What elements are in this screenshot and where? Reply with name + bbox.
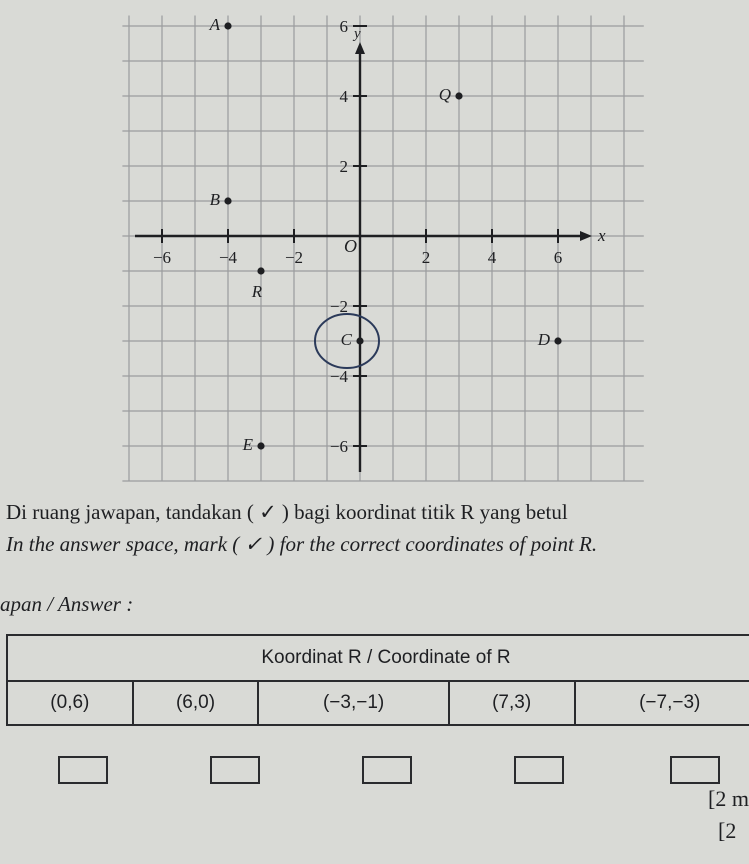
y-tick-label: 6 [339, 17, 348, 36]
checkbox-option-2[interactable] [210, 756, 260, 784]
marks-label: [2 [718, 818, 737, 843]
table-header: Koordinat R / Coordinate of R [7, 635, 749, 681]
checkbox-option-3[interactable] [362, 756, 412, 784]
x-tick-label: −2 [284, 248, 304, 267]
y-tick-label: 4 [339, 87, 348, 106]
option-cell: (−3,−1) [258, 681, 448, 725]
option-cell: (−7,−3) [575, 681, 749, 725]
y-tick-label: 2 [339, 157, 348, 176]
point-label: Q [438, 85, 451, 104]
table-row [7, 681, 749, 725]
x-tick-label: −4 [218, 248, 238, 267]
y-tick-label: −2 [329, 297, 348, 316]
x-axis-label: x [598, 226, 606, 245]
origin-label: O [344, 236, 357, 256]
checkbox-option-1[interactable] [58, 756, 108, 784]
point-e [257, 442, 264, 449]
option-cell: (7,3) [449, 681, 575, 725]
point-label: R [251, 282, 263, 301]
checkbox-option-5[interactable] [670, 756, 720, 784]
point-d [554, 337, 561, 344]
option-cell: (6,0) [133, 681, 259, 725]
y-axis-label: y [354, 26, 361, 42]
point-b [224, 197, 231, 204]
point-label: B [209, 190, 220, 209]
answer-label: apan / Answer : [0, 592, 134, 616]
y-axis-arrow [355, 42, 365, 54]
question-english: In the answer space, mark ( ✓ ) for the correct coordinates of point R. [6, 532, 598, 556]
grid-lines [122, 16, 643, 482]
axes [135, 42, 592, 472]
answer-table [6, 634, 749, 726]
x-tick-label: −6 [152, 248, 172, 267]
point-r [257, 267, 264, 274]
x-tick-label: 6 [553, 248, 563, 267]
option-cell: (0,6) [7, 681, 133, 725]
x-axis-arrow [580, 231, 592, 241]
point-c [356, 337, 363, 344]
point-q [455, 92, 462, 99]
y-tick-label: −6 [329, 437, 348, 456]
marks-label: [2 m [708, 786, 749, 811]
y-tick-label: −4 [329, 367, 348, 386]
point-label: C [340, 330, 352, 349]
point-label: D [537, 330, 550, 349]
x-tick-label: 4 [487, 248, 497, 267]
point-label: E [242, 435, 253, 454]
checkbox-option-4[interactable] [514, 756, 564, 784]
x-tick-label: 2 [421, 248, 431, 267]
question-malay: Di ruang jawapan, tandakan ( ✓ ) bagi koordinat titik R yang betul [6, 500, 568, 524]
point-label: A [209, 15, 220, 34]
point-a [224, 22, 231, 29]
